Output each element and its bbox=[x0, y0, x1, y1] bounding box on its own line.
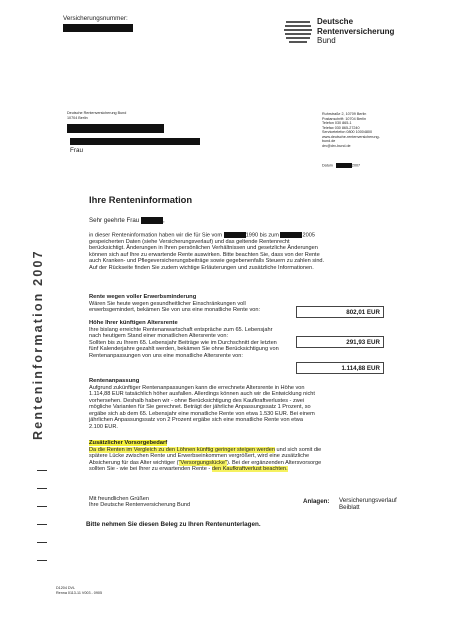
section-old-age-pension: Höhe Ihrer künftigen Altersrente Ihre bislang erreichte Rentenanwartschaft entspräche zum 65. Lebensjahr nach heutigem Stand einer monatlichen Altersrente von: Sollten bis zu Ihrem 65. Lebensjahr Beiträge wie im Durchschnitt der letzten fünf Kalenderjahre gezahlt werden, bekämen Sie ohne Berücksichtigung von Rentenanpassungen von uns eine monatliche Altersrente von: bbox=[89, 320, 279, 359]
section-additional-provision: Zusätzlicher Vorsorgebedarf Da die Renten im Vergleich zu den Löhnen künftig geringer steigen werden und sich somit die spätere Lücke zwischen Rente und Erwerbseinkommen vergrößert, wird eine zusätzliche Absicherung für das Alter wichtiger ("Versorgungslücke"). Bei der ergänzenden Altersvorsorge sollten Sie - wie bei Ihrer zu erwartenden Rente - den Kaufkraftverlust beachten. bbox=[89, 440, 322, 473]
amount-current-old-age-pension: 291,93 EUR bbox=[296, 336, 384, 348]
highlighted-text: Da die Renten im Vergleich zu den Löhnen künftig geringer steigen werden bbox=[89, 447, 275, 453]
highlighted-heading: Zusätzlicher Vorsorgebedarf bbox=[89, 440, 168, 446]
greeting: Sehr geehrte Frau , bbox=[89, 217, 165, 225]
section-pension-adjustment: Rentenanpassung Aufgrund zukünftiger Rentenanpassungen kann die errechnete Altersrente in Höhe von 1.114,88 EUR tatsächlich höher ausfallen. Allerdings können auch wir die Entwicklung nicht vorhersehen. Deshalb haben wir - ohne Berücksichtigung des Kaufkraftverlustes - zwei mögliche Varianten für Sie gerechnet. Beträgt der jährliche Anpassungssatz 1 Prozent, so ergäbe sich ab dem 65. Lebensjahr eine monatliche Rente von etwa 1.530 EUR. Bei einem jährlichen Anpassungssatz von 2 Prozent ergäbe sich eine monatliche Rente von etwa 2.100 EUR. bbox=[89, 378, 315, 430]
organization-logo-text: Deutsche Rentenversicherung Bund bbox=[317, 17, 395, 45]
side-title-vertical: Renteninformation 2007 bbox=[31, 249, 45, 440]
redacted-insurance-number bbox=[63, 24, 133, 32]
sender-return-address: Deutsche Rentenversicherung Bund 10704 Berlin bbox=[67, 111, 127, 120]
redacted-date bbox=[336, 163, 352, 168]
form-code: D1204 DVL Renna 0113-11 V003 - 0905 bbox=[56, 586, 102, 595]
letter-date: Datum 2007 bbox=[322, 163, 361, 168]
redacted-recipient-name bbox=[67, 124, 164, 133]
drv-logo-icon bbox=[284, 17, 312, 45]
highlighted-text: "Versorgungslücke" bbox=[178, 459, 227, 466]
redacted-greeting-name bbox=[141, 217, 163, 224]
amount-projected-old-age-pension: 1.114,88 EUR bbox=[296, 362, 384, 374]
attachments-list: Versicherungsverlauf Beiblatt bbox=[339, 497, 397, 511]
amount-disability-pension: 802,01 EUR bbox=[296, 306, 384, 318]
organization-address-block: Ruhrstraße 2, 10709 Berlin Postanschrift: 10704 Berlin Telefon 030 865-1 Telefax 030 865-27240 Servicetelefon 0800 10004800 www.deutsche-rentenversicherung- bund.de drv@drv-bund.de bbox=[322, 112, 380, 148]
recipient-salutation: Frau bbox=[70, 147, 83, 154]
attachments-label: Anlagen: bbox=[303, 498, 330, 505]
page-title: Ihre Renteninformation bbox=[89, 194, 193, 205]
footer-note: Bitte nehmen Sie diesen Beleg zu Ihren Rentenunterlagen. bbox=[86, 521, 261, 528]
intro-paragraph: in dieser Renteninformation haben wir die für Sie vom 1990 bis zum 2005 gespeicherten Daten (siehe Versicherungsverlauf) und das geltende Rentenrecht berücksichtigt. Änderungen in Ihren persönlichen Verhältnissen und gesetzliche Änderungen können sich auf Ihre zu erwartende Rente auswirken. Bitte beachten Sie, dass von der Rente auch Kranken- und Pflegeversicherungsbeiträge sowie gegebenenfalls Steuern zu zahlen sind. Auf der Rückseite finden Sie zudem wichtige Erläuterungen und zusätzliche Informationen. bbox=[89, 232, 325, 271]
section-disability-pension: Rente wegen voller Erwerbsminderung Wären Sie heute wegen gesundheitlicher Einschränkungen voll erwerbsgemindert, bekämen Sie von uns eine monatliche Rente von: bbox=[89, 294, 261, 314]
redacted-recipient-line bbox=[70, 138, 200, 145]
highlighted-text: den Kaufkraftverlust beachten. bbox=[211, 466, 288, 473]
closing-signature: Mit freundlichen Grüßen Ihre Deutsche Rentenversicherung Bund bbox=[89, 496, 191, 509]
insurance-number-label: Versicherungsnummer: bbox=[63, 15, 128, 22]
